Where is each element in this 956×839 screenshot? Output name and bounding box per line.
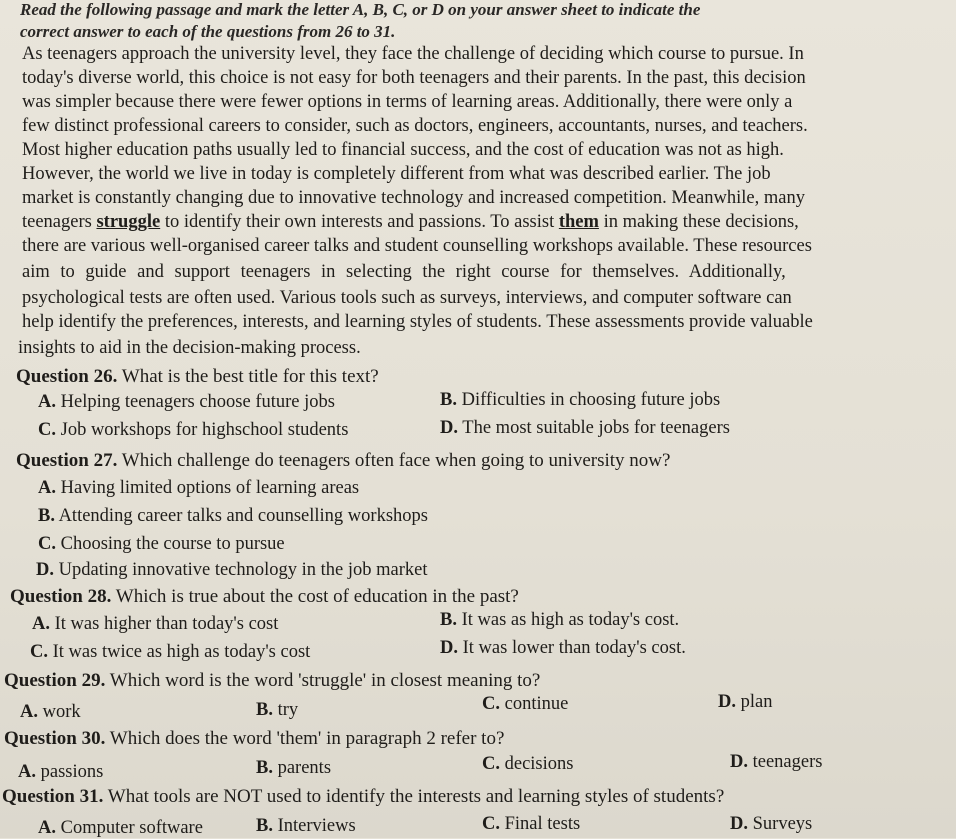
option-27-b[interactable]: B. Attending career talks and counselling workshops [38, 506, 428, 526]
option-28-d[interactable]: D. It was lower than today's cost. [440, 638, 686, 658]
question-27 [16, 450, 670, 472]
instructions-line-1: Read the following passage and mark the letter A, B, C, or D on your answer sheet to indicate the [20, 0, 701, 19]
question-number: Question 26. [16, 366, 118, 387]
question-text: What is the best title for this text? [117, 366, 379, 387]
instructions-line-2: correct answer to each of the questions from 26 to 31. [20, 22, 396, 41]
option-31-d[interactable]: D. Surveys [730, 814, 813, 834]
passage-text: in making these decisions, [598, 212, 799, 232]
passage-text: to identify their own interests and passions. To assist [160, 212, 559, 232]
passage-line: psychological tests are often used. Various tools such as surveys, interviews, and computer software can [22, 288, 792, 308]
option-30-c[interactable]: C. decisions [482, 754, 574, 774]
option-30-b[interactable]: B. parents [256, 758, 332, 778]
option-26-d[interactable]: D. The most suitable jobs for teenagers [440, 418, 730, 438]
option-28-a[interactable]: A. It was higher than today's cost [32, 614, 279, 634]
passage-line: aim to guide and support teenagers in selecting the right course for themselves. Additionally, [22, 262, 786, 282]
question-number: Question 27. [16, 450, 118, 471]
passage-line: was simpler because there were fewer options in terms of learning areas. Additionally, there were only a [22, 92, 793, 112]
passage-line: Most higher education paths usually led to financial success, and the cost of education was not as high. [22, 140, 784, 160]
question-text: Which challenge do teenagers often face when going to university now? [117, 450, 671, 471]
option-31-c[interactable]: C. Final tests [482, 814, 581, 834]
question-30 [4, 728, 504, 750]
passage-line: there are various well-organised career talks and student counselling workshops available. These resources [22, 236, 812, 256]
option-27-d[interactable]: D. Updating innovative technology in the job market [36, 560, 428, 580]
option-29-b[interactable]: B. try [256, 700, 299, 720]
option-31-b[interactable]: B. Interviews [256, 816, 356, 836]
passage-line: insights to aid in the decision-making process. [18, 338, 361, 358]
option-26-b[interactable]: B. Difficulties in choosing future jobs [440, 390, 721, 410]
underlined-word-them: them [558, 212, 599, 232]
question-text: Which does the word 'them' in paragraph 2 refer to? [105, 728, 505, 749]
question-number: Question 31. [2, 786, 104, 807]
option-26-a[interactable]: A. Helping teenagers choose future jobs [38, 392, 335, 412]
passage-text: teenagers [22, 212, 97, 232]
option-27-a[interactable]: A. Having limited options of learning areas [38, 478, 360, 498]
option-28-b[interactable]: B. It was as high as today's cost. [440, 610, 680, 630]
question-text: Which is true about the cost of education in the past? [111, 586, 519, 607]
option-29-a[interactable]: A. work [20, 702, 81, 722]
question-text: What tools are NOT used to identify the interests and learning styles of students? [103, 786, 725, 807]
option-26-c[interactable]: C. Job workshops for highschool students [38, 420, 349, 440]
question-number: Question 28. [10, 586, 112, 607]
underlined-word-struggle: struggle [96, 212, 161, 232]
option-30-a[interactable]: A. passions [18, 762, 104, 782]
question-28 [10, 586, 519, 608]
passage-line: As teenagers approach the university level, they face the challenge of deciding which course to pursue. In [22, 44, 804, 64]
option-27-c[interactable]: C. Choosing the course to pursue [38, 534, 285, 554]
question-number: Question 30. [4, 728, 106, 749]
question-31 [2, 786, 724, 808]
option-29-c[interactable]: C. continue [482, 694, 569, 714]
option-30-d[interactable]: D. teenagers [730, 752, 823, 772]
passage-line: few distinct professional careers to consider, such as doctors, engineers, accountants, nurses, and teachers. [22, 116, 808, 136]
option-31-a[interactable]: A. Computer software [38, 818, 203, 838]
passage-line: today's diverse world, this choice is not easy for both teenagers and their parents. In the past, this decision [22, 68, 806, 88]
passage-line: market is constantly changing due to innovative technology and increased competition. Meanwhile, many [22, 188, 805, 208]
question-text: Which word is the word 'struggle' in closest meaning to? [105, 670, 541, 691]
question-number: Question 29. [4, 670, 106, 691]
option-28-c[interactable]: C. It was twice as high as today's cost [30, 642, 311, 662]
passage-line: help identify the preferences, interests, and learning styles of students. These assessments provide valuable [22, 312, 813, 332]
question-26 [16, 366, 379, 388]
option-29-d[interactable]: D. plan [718, 692, 773, 712]
passage-line: However, the world we live in today is completely different from what was described earlier. The job [22, 164, 771, 184]
passage-line [22, 212, 799, 233]
question-29 [4, 670, 540, 692]
